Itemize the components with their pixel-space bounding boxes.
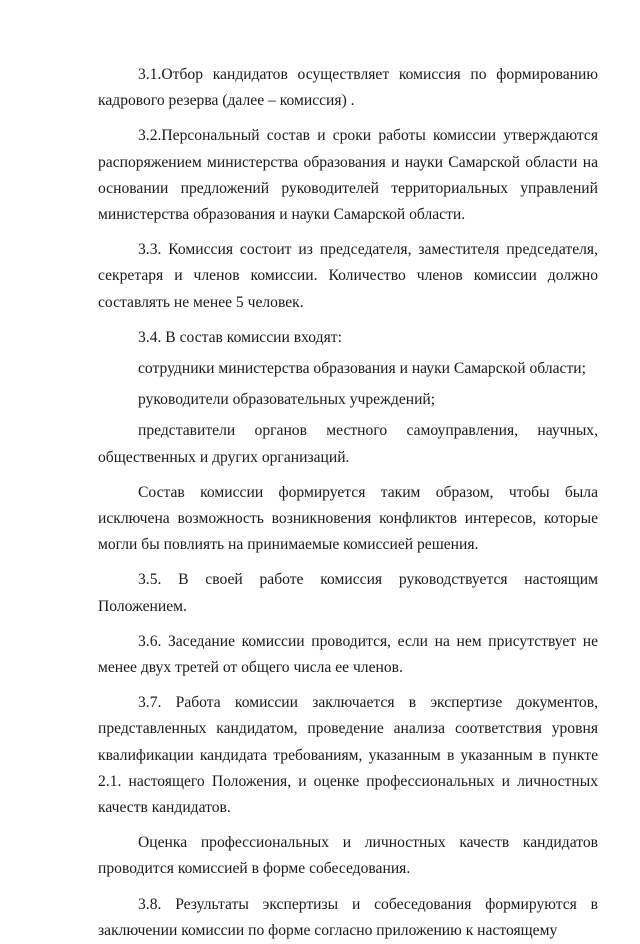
paragraph-composition: Состав комиссии формируется таким образом, чтобы была исключена возможность возникновения конфликтов интересов, которые могли бы повлиять на принимаемые комиссией решения. [98, 483, 598, 554]
paragraph-3-4: 3.4. В состав комиссии входят: [138, 328, 342, 346]
paragraph-3-2: 3.2.Персональный состав и сроки работы комиссии утверждаются распоряжением министерства образования и науки Самарской области на основании предложений руководителей территориальных управлений министерства образования и науки Самарской области. [98, 127, 598, 224]
document-body [98, 62, 598, 944]
list-item-school-heads: руководители образовательных учреждений; [138, 391, 436, 409]
paragraph-3-1: 3.1.Отбор кандидатов осуществляет комиссия по формированию кадрового резерва (далее – комиссия) . [98, 66, 598, 110]
paragraph-3-5: 3.5. В своей работе комиссия руководствуется настоящим Положением. [98, 571, 598, 615]
paragraph-3-8: 3.8. Результаты экспертизы и собеседования формируются в заключении комиссии по форме согласно приложению к настоящему [98, 895, 598, 939]
list-item-ministry-staff: сотрудники министерства образования и науки Самарской области; [138, 360, 586, 378]
list-item-representatives: представители органов местного самоуправления, научных, общественных и других организаций. [98, 422, 598, 466]
paragraph-assessment: Оценка профессиональных и личностных качеств кандидатов проводится комиссией в форме собеседования. [98, 834, 598, 878]
paragraph-3-3: 3.3. Комиссия состоит из председателя, заместителя председателя, секретаря и членов комиссии. Количество членов комиссии должно составлять не менее 5 человек. [98, 241, 598, 311]
paragraph-3-6: 3.6. Заседание комиссии проводится, если на нем присутствует не менее двух третей от общего числа ее членов. [98, 632, 598, 677]
paragraph-3-7: 3.7. Работа комиссии заключается в экспертизе документов, представленных кандидатом, проведение анализа соответствия уровня квалификации кандидата требованиям, указанным в указанным в пункте 2.1. настоящего Положения, и оценке профессиональных и личностных качеств кандидатов. [98, 694, 598, 817]
